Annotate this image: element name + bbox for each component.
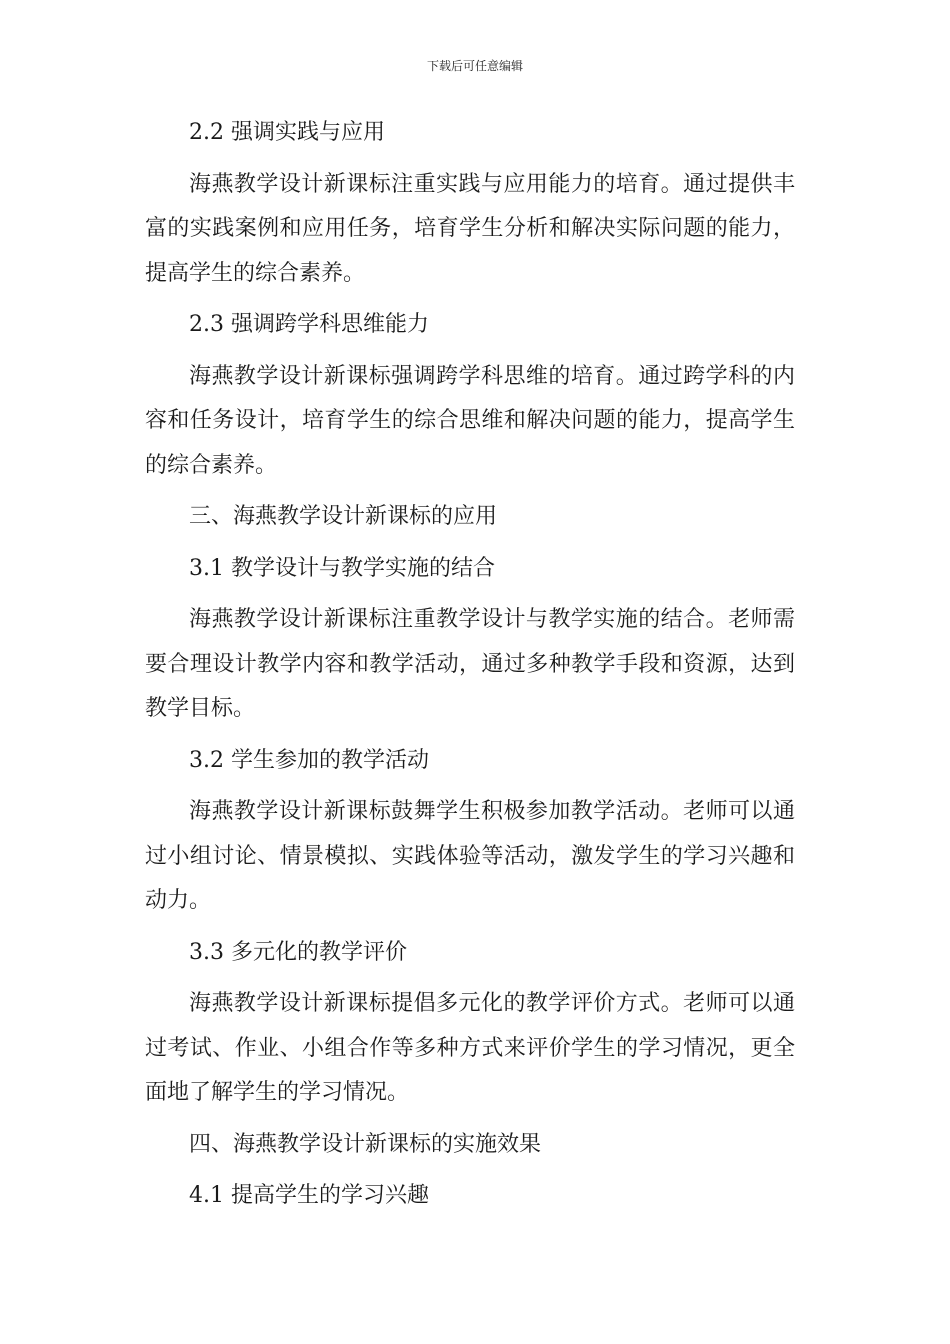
section-heading-2-2: 2.2 强调实践与应用 [189,120,385,145]
chapter-heading-4: 四、海燕教学设计新课标的实施效果 [189,1131,542,1157]
document-body [145,111,795,1219]
section-heading-3-3: 3.3 多元化的教学评价 [189,939,407,965]
paragraph: 海燕教学设计新课标提倡多元化的教学评价方式。老师可以通过考试、作业、小组合作等多种方式来评价学生的学习情况，更全面地了解学生的学习情况。 [145,991,795,1105]
section-heading-3-2: 3.2 学生参加的教学活动 [189,747,429,773]
paragraph: 海燕教学设计新课标注重教学设计与教学实施的结合。老师需要合理设计教学内容和教学活动，通过多种教学手段和资源，达到教学目标。 [145,607,795,721]
paragraph: 海燕教学设计新课标注重实践与应用能力的培育。通过提供丰富的实践案例和应用任务，培育学生分析和解决实际问题的能力，提高学生的综合素养。 [145,171,795,286]
section-heading-2-3: 2.3 强调跨学科思维能力 [189,312,429,337]
paragraph: 海燕教学设计新课标强调跨学科思维的培育。通过跨学科的内容和任务设计，培育学生的综合思维和解决问题的能力，提高学生的综合素养。 [145,363,795,478]
chapter-heading-3: 三、海燕教学设计新课标的应用 [189,504,498,529]
section-heading-3-1: 3.1 教学设计与教学实施的结合 [189,555,495,581]
section-heading-4-1: 4.1 提高学生的学习兴趣 [189,1183,429,1208]
paragraph: 海燕教学设计新课标鼓舞学生积极参加教学活动。老师可以通过小组讨论、情景模拟、实践体验等活动，激发学生的学习兴趣和动力。 [145,799,795,913]
page-header: 下载后可任意编辑 [426,59,523,73]
